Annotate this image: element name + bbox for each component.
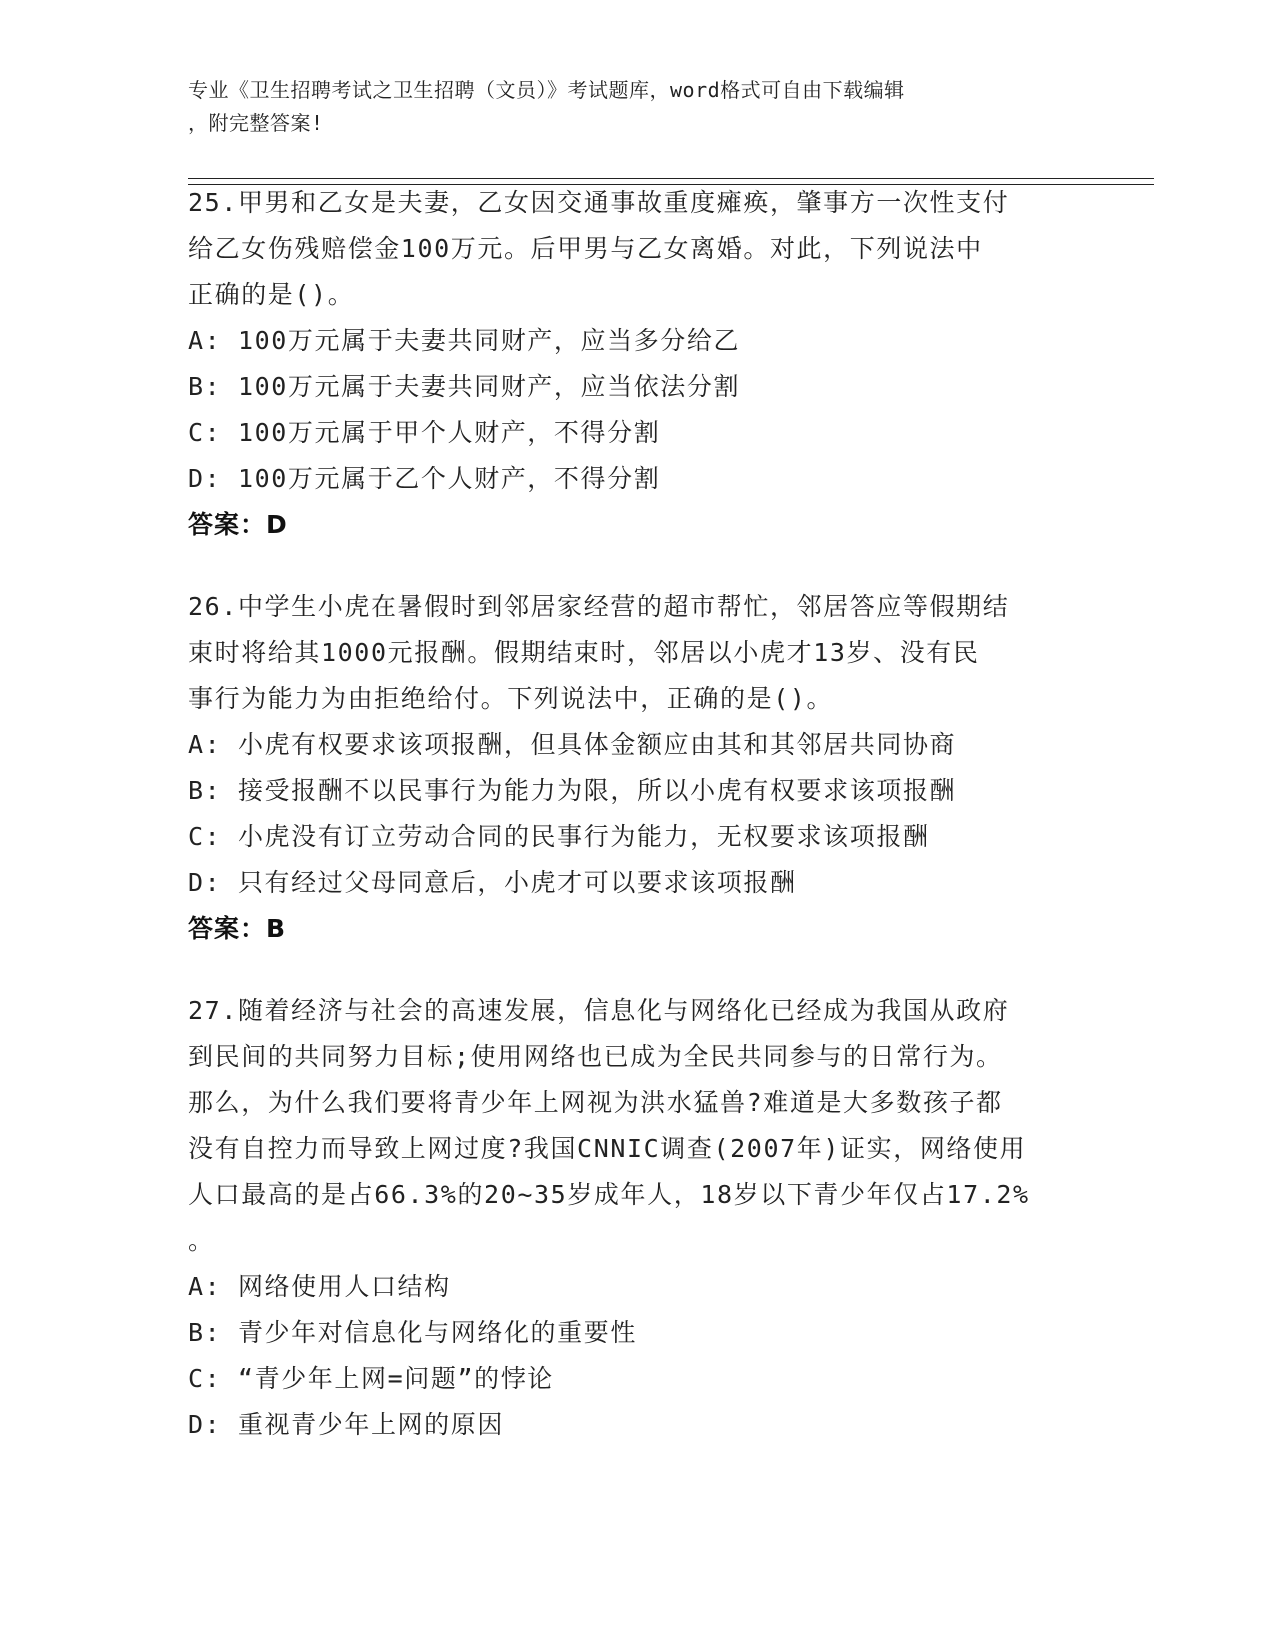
question-stem-line: 正确的是()。 [188,280,355,309]
question-stem-line: 给乙女伤残赔偿金100万元。后甲男与乙女离婚。对此，下列说法中 [188,234,983,263]
question-stem-line: 到民间的共同努力目标;使用网络也已成为全民共同参与的日常行为。 [188,1042,1003,1071]
option-d: D: 100万元属于乙个人财产，不得分割 [188,464,661,493]
answer-label: 答案：D [188,510,288,539]
option-c: C: 小虎没有订立劳动合同的民事行为能力，无权要求该项报酬 [188,822,930,851]
option-a: A: 小虎有权要求该项报酬，但具体金额应由其和其邻居共同协商 [188,730,957,759]
option-d: D: 重视青少年上网的原因 [188,1410,504,1439]
option-c: C: 100万元属于甲个人财产，不得分割 [188,418,661,447]
question-stem-line: 。 [188,1226,215,1255]
document-header [188,74,1068,140]
question-stem-line: 26.中学生小虎在暑假时到邻居家经营的超市帮忙，邻居答应等假期结 [188,592,1010,621]
answer-label: 答案：B [188,914,287,943]
option-b: B: 接受报酬不以民事行为能力为限，所以小虎有权要求该项报酬 [188,776,957,805]
question-25 [188,180,1088,548]
question-stem-line: 那么，为什么我们要将青少年上网视为洪水猛兽?难道是大多数孩子都 [188,1088,1003,1117]
question-stem-line: 没有自控力而导致上网过度?我国CNNIC调查(2007年)证实，网络使用 [188,1134,1027,1163]
option-a: A: 网络使用人口结构 [188,1272,451,1301]
question-27 [188,988,1088,1448]
option-b: B: 青少年对信息化与网络化的重要性 [188,1318,637,1347]
question-26 [188,584,1088,952]
header-line-1: 专业《卫生招聘考试之卫生招聘（文员）》考试题库，word格式可自由下载编辑 [188,78,905,102]
question-stem-line: 25.甲男和乙女是夫妻，乙女因交通事故重度瘫痪，肇事方一次性支付 [188,188,1010,217]
question-stem-line: 事行为能力为由拒绝给付。下列说法中，正确的是()。 [188,684,834,713]
option-d: D: 只有经过父母同意后，小虎才可以要求该项报酬 [188,868,797,897]
header-divider-top [188,178,1154,179]
question-stem-line: 束时将给其1000元报酬。假期结束时，邻居以小虎才13岁、没有民 [188,638,980,667]
option-c: C: “青少年上网=问题”的悖论 [188,1364,554,1393]
question-stem-line: 27.随着经济与社会的高速发展，信息化与网络化已经成为我国从政府 [188,996,1010,1025]
question-stem-line: 人口最高的是占66.3%的20~35岁成年人，18岁以下青少年仅占17.2% [188,1180,1030,1209]
option-b: B: 100万元属于夫妻共同财产，应当依法分割 [188,372,741,401]
header-line-2: ，附完整答案! [188,111,324,135]
option-a: A: 100万元属于夫妻共同财产，应当多分给乙 [188,326,741,355]
